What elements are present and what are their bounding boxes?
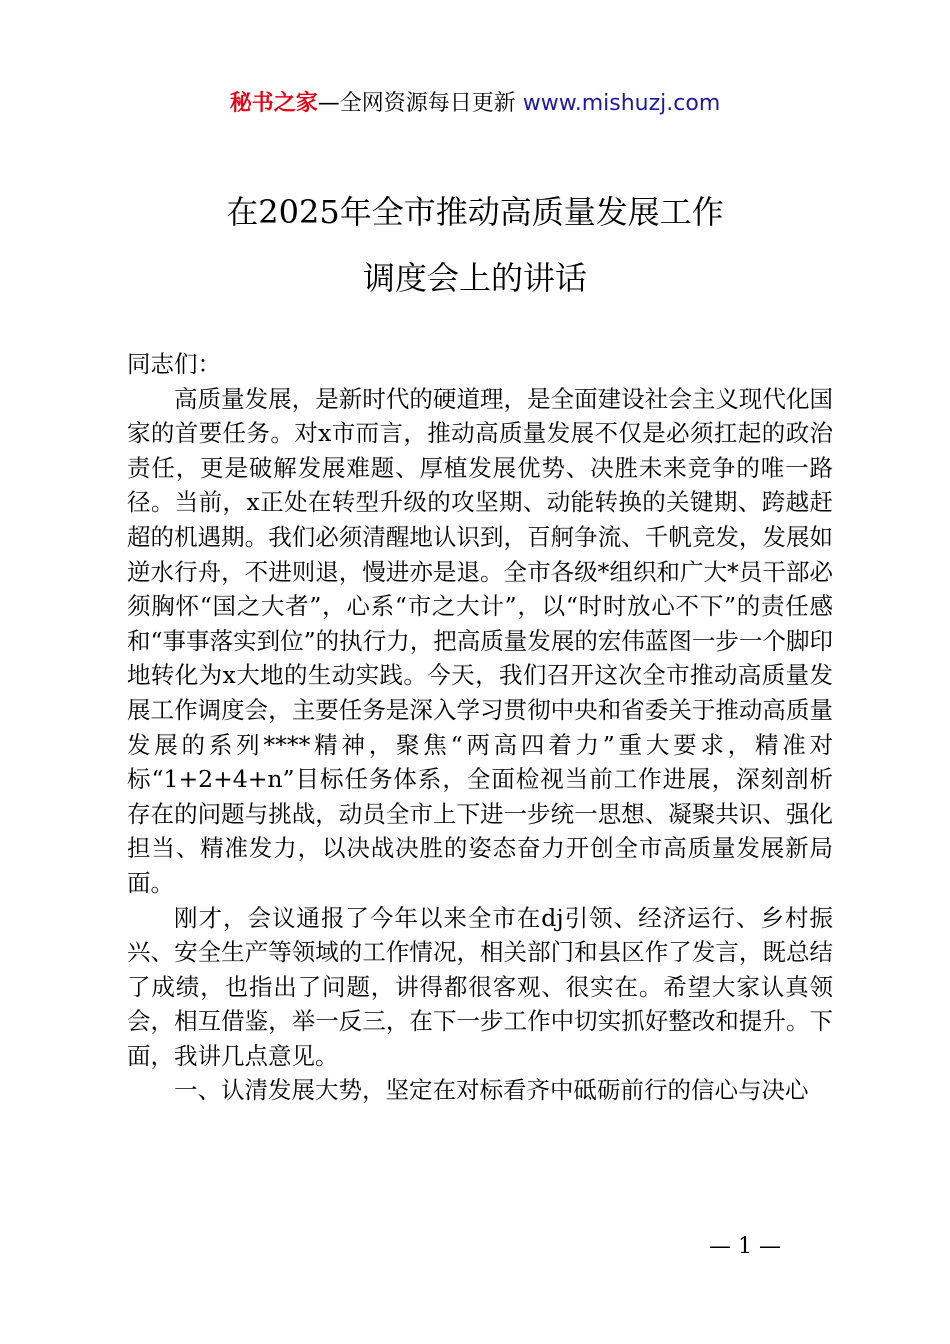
paragraph-2: 刚才，会议通报了今年以来全市在dj引领、经济运行、乡村振兴、安全生产等领域的工作情况，相关部门和县区作了发言，既总结了成绩，也指出了问题，讲得都很客观、很实在。希望大家认真领会，相互借鉴，举一反三，在下一步工作中切实抓好整改和提升。下面，我讲几点意见。 — [127, 903, 833, 1070]
site-brand: 秘书之家 — [229, 91, 318, 116]
site-banner — [0, 88, 950, 120]
document-title-line-2: 调度会上的讲话 — [362, 259, 587, 297]
page-number: — 1 — — [709, 1234, 781, 1259]
site-tagline: —全网资源每日更新 — [317, 91, 523, 116]
paragraph-1: 高质量发展，是新时代的硬道理，是全面建设社会主义现代化国家的首要任务。对x市而言，推动高质量发展不仅是必须扛起的政治责任，更是破解发展难题、厚植发展优势、决胜未来竞争的唯一路径。当前，x正处在转型升级的攻坚期、动能转换的关键期、跨越赶超的机遇期。我们必须清醒地认识到，百舸争流、千帆竞发，发展如逆水行舟，不进则退，慢进亦是退。全市各级*组织和广大*员干部必须胸怀“国之大者”，心系“市之大计”，以“时时放心不下”的责任感和“事事落实到位”的执行力，把高质量发展的宏伟蓝图一步一个脚印地转化为x大地的生动实践。今天，我们召开这次全市推动高质量发展工作调度会，主要任务是深入学习贯彻中央和省委关于推动高质量发展的系列****精神，聚焦“两高四着力”重大要求，精准对标“1+2+4+n”目标任务体系，全面检视当前工作进展，深刻剖析存在的问题与挑战，动员全市上下进一步统一思想、凝聚共识、强化担当、精准发力，以决战决胜的姿态奋力开创全市高质量发展新局面。 — [127, 384, 833, 897]
document-title-line-1: 在2025年全市推动高质量发展工作 — [226, 193, 724, 231]
document-body — [127, 347, 833, 1108]
section-heading-1: 一、认清发展大势，坚定在对标看齐中砥砺前行的信心与决心 — [174, 1076, 809, 1105]
site-url[interactable]: www.mishuzj.com — [522, 91, 721, 116]
salutation: 同志们： — [127, 350, 221, 378]
